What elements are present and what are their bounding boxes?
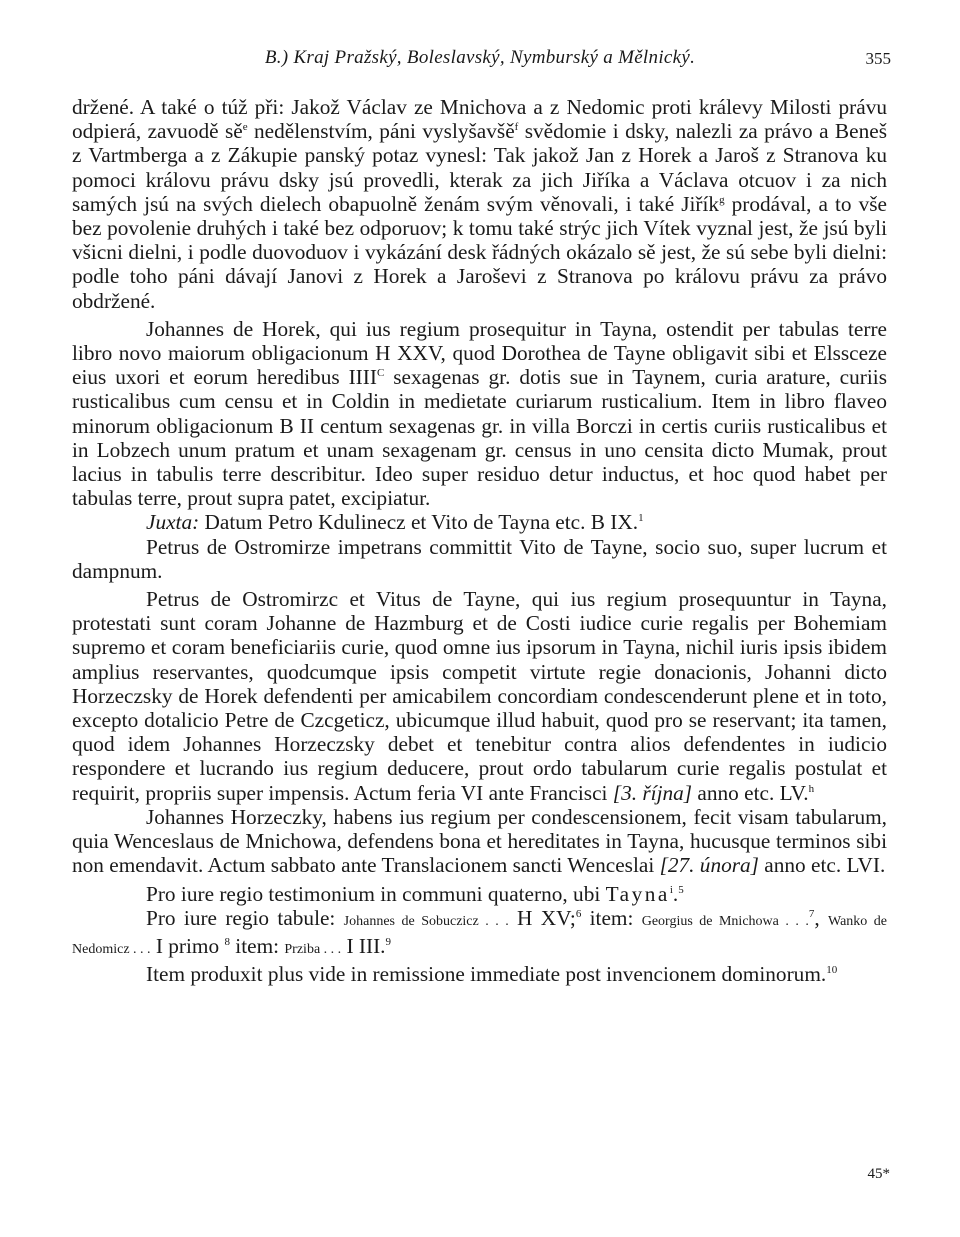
small-text: Georgius de Mnichowa . . . (641, 913, 809, 929)
paragraph-testimonium (72, 882, 887, 906)
text-run: Pro iure regio testimonium in communi quaterno, ubi (146, 881, 606, 906)
paragraph-czech-verdict (72, 95, 887, 313)
footnote-mark: f (514, 121, 519, 134)
text-run: Pro iure regio tabule: (146, 905, 344, 930)
small-text: Prziba . . . (284, 941, 342, 957)
footnote-mark: 7 (808, 907, 815, 920)
text-run: item: (229, 933, 285, 958)
text-run: anno etc. LV. (692, 780, 809, 805)
text-run: item: (581, 905, 642, 930)
text-run: anno etc. LVI. (758, 853, 886, 878)
text-run: držené. A také o túž při: Jakož Václav ze Mnichova a z Nedomic proti králevy Milosti právu odpierá, zavuodě sě (72, 95, 887, 144)
footnote-mark: 8 (224, 935, 230, 948)
text-run: Item produxit plus vide in remissione immediate post invencionem dominorum. (146, 962, 827, 987)
text-run: . (672, 881, 679, 906)
signature-mark: 45* (867, 1166, 890, 1182)
page-number: 355 (865, 49, 891, 68)
footnote-mark: g (719, 193, 725, 206)
spaced-text: Tayna (605, 881, 670, 906)
text-run: sexagenas gr. dotis sue in Taynem, curia arature, curiis rusticalibus cum censu et in Coldin in medietate curiarum rusticalium. Item in libro flaveo minorum obligacionum B II centum sexagenas gr. in villa Borczi in certis curiis rusticalibus et in Lobzech unum pratum et unam sexagenam gr. census in uno censita dicto Mumak, prout lacius in tabulis terre describitur. Ideo super residuo detur inductus, et hoc quod habet per tabulas terre, prout supra patet, excipiatur. (72, 365, 887, 511)
text-run: H XV; (508, 905, 576, 930)
footnote-mark: i (669, 883, 673, 896)
text-run: prodával, a to vše bez povolenie druhých i také bez odporuov; k tomu také strýc jich Vítek vyznal jest, že jsú byli všicni dielni, i podle duovoduov i vykázání desk řádných okázalo sě jest, že sú sebe byli dielni: podle toho páni dávají Janovi z Horek a Jaroševi z Stranova po královu právu za právo obdržené. (72, 191, 887, 313)
paragraph-johannes-de-horek (72, 317, 887, 511)
footnote-mark: 6 (575, 907, 582, 920)
text-run: Johannes de Horek, qui ius regium prosequitur in Tayna, ostendit per tabulas terre libro novo maiorum obligacionum H XXV, quod Dorothea de Tayne obligavit sibi et Elssceze eius uxori et eorum heredibus IIII (72, 316, 887, 390)
text-run: Datum Petro Kdulinecz et Vito de Tayna etc. B IX. (199, 510, 639, 535)
footnote-mark: h (808, 782, 815, 795)
text-run: nedělenstvím, páni vyslyšavšě (247, 119, 515, 144)
small-text: Johannes de Sobuczicz . . . (343, 913, 509, 929)
italic-date: [3. října] (612, 780, 693, 805)
paragraph-tabule (72, 906, 887, 962)
paragraph-horzeczky-visam (72, 805, 887, 878)
text-run: I III. (341, 933, 386, 958)
footnote-mark: e (242, 121, 248, 134)
paragraph-petrus-impetrans (72, 535, 887, 583)
italic-date: [27. února] (659, 853, 759, 878)
text-run: Petrus de Ostromirze impetrans committit Vito de Tayne, socio suo, super lucrum et dampnum. (72, 534, 887, 583)
superscript: C (376, 367, 385, 380)
text-run: Petrus de Ostromirzc et Vitus de Tayne, qui ius regium prosequuntur in Tayna, protestati sunt coram Johanne de Hazmburg et de Costi iudice curie regalis per Bohemiam supremo et coram beneficiariis curie, quod omne ius ipsorum in Tayna, nichil iuris ipsis ibidem amplius reservantes, quodcumque ipsis competit virtute regie donacionis, Johanni dicto Horzeczsky de Horek defendenti per amicabilem concordiam condescenderunt plene et in toto, excepto dotalicio Petre de Czcgeticz, ubicumque illud habuit, quod pro se reservant; ita tamen, quod idem Johannes Horzeczsky debet et tenebitur contra alios defendentes in iudicio respondere et lucrando ius regium deducere, prout ordo tabularum curie regalis postulat et requirit, propriis super impensis. Actum feria VI ante Francisci (72, 587, 887, 805)
footnote-mark: 10 (826, 964, 838, 977)
paragraph-juxta (72, 510, 887, 534)
footnote-mark: 9 (385, 935, 391, 948)
italic-label: Juxta: (146, 510, 200, 535)
body-text (72, 95, 887, 986)
small-text: Wanko de Nedomicz . . . (72, 913, 887, 957)
text-run: svědomie i dsky, nalezli za právo a Beneš z Vartmberga a z Zákupie panský potaz vynesl: Tak jakož Jan z Horek a Jaroš z Stranova ku pomoci královu právu dsky jsú provedli, kterak za jich Jiříka a Václava otcuov i za nich samých jsú na svých dielech obapuolně ženám svým věnovali, i také Jiřík (72, 119, 887, 216)
running-header: B.) Kraj Pražský, Boleslavský, Nymburský a Mělnický. (264, 47, 696, 68)
paragraph-petrus-protestati (72, 587, 887, 805)
text-run: Johannes Horzeczky, habens ius regium per condescensionem, fecit visam tabularum, quia Wenceslaus de Mnichowa, defendens bona et hereditates in Tayna, hucusque terminos sibi non emendavit. Actum sabbato ante Translacionem sancti Wenceslai (72, 804, 887, 878)
footnote-mark: 1 (638, 512, 644, 525)
footnote-mark: 5 (678, 883, 684, 896)
text-run: I primo (150, 933, 225, 958)
text-run: , (814, 905, 828, 930)
paragraph-produxit (72, 962, 887, 986)
